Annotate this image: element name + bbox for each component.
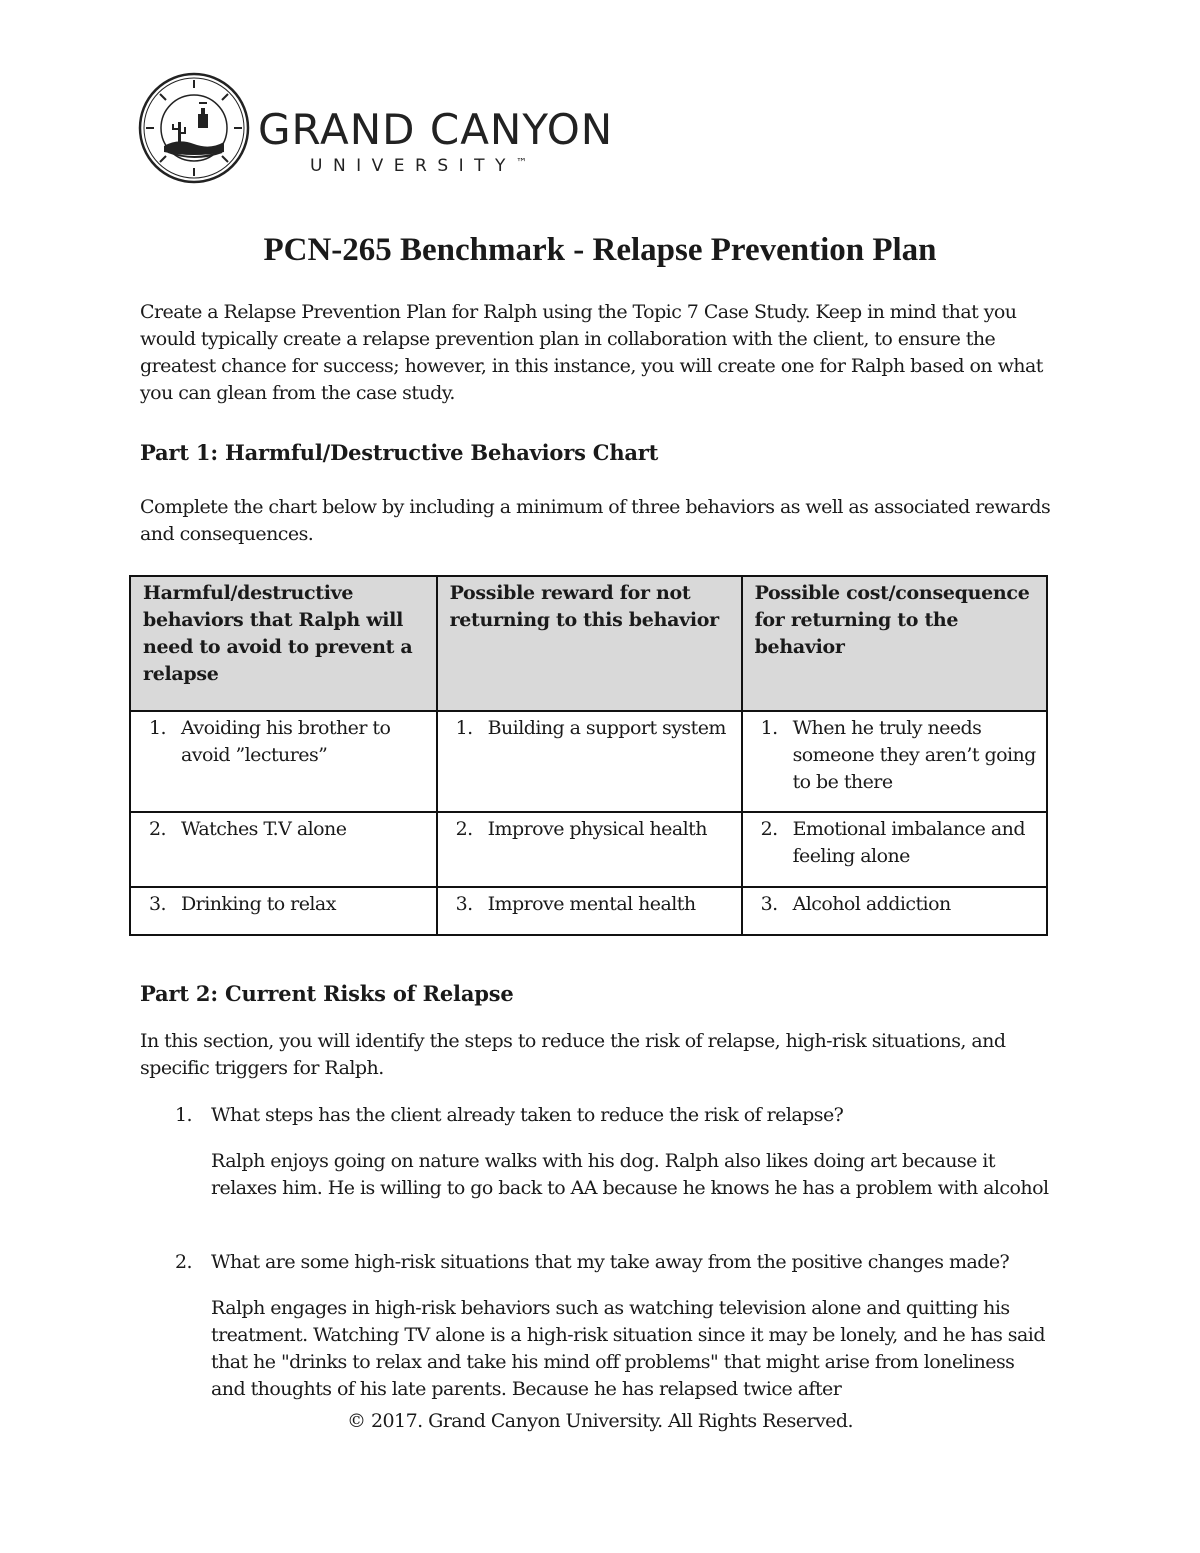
gcu-logo <box>138 72 618 192</box>
column-header: Possible cost/consequence for returning to the behavior <box>742 576 1047 711</box>
part2-intro: In this section, you will identify the steps to reduce the risk of relapse, high-risk situations, and specific triggers for Ralph. <box>140 1030 1006 1079</box>
table-row <box>130 812 1047 887</box>
logo-sub <box>310 156 613 176</box>
reward-text: Improve physical health <box>487 818 707 840</box>
reward-text: Building a support system <box>487 717 726 739</box>
behavior-text: Watches T.V alone <box>181 818 347 840</box>
question-number: 1. <box>175 1104 193 1126</box>
logo-name: GRAND CANYON <box>258 105 614 154</box>
item-number: 3. <box>149 893 167 915</box>
item-number: 2. <box>760 818 778 840</box>
university-seal-icon <box>138 72 250 184</box>
item-number: 2. <box>455 818 473 840</box>
behavior-text: Avoiding his brother to avoid ”lectures” <box>181 717 391 766</box>
column-header: Harmful/destructive behaviors that Ralph will need to avoid to prevent a relapse <box>130 576 437 711</box>
item-number: 3. <box>760 893 778 915</box>
part2-heading: Part 2: Current Risks of Relapse <box>140 981 514 1006</box>
table-cell <box>130 887 437 935</box>
question-text: What steps has the client already taken to reduce the risk of relapse? <box>211 1104 844 1126</box>
answer-2: Ralph engages in high-risk behaviors such as watching television alone and quitting his treatment. Watching TV alone is a high-risk situation since it may be lonely, and he has said that he "drinks to relax and take his mind off problems" that might arise from loneliness and thoughts of his late parents. Because he has relapsed twice after <box>211 1297 1045 1400</box>
behaviors-table <box>129 575 1048 936</box>
question-2 <box>175 1249 1009 1276</box>
question-1 <box>175 1102 843 1129</box>
table-cell <box>742 887 1047 935</box>
table-row <box>130 887 1047 935</box>
table-cell <box>437 711 742 812</box>
cost-text: When he truly needs someone they aren’t going to be there <box>792 717 1036 793</box>
part1-instructions: Complete the chart below by including a minimum of three behaviors as well as associated rewards and consequences. <box>140 496 1051 545</box>
table-cell <box>742 812 1047 887</box>
question-number: 2. <box>175 1251 193 1273</box>
item-number: 1. <box>760 717 778 739</box>
item-number: 2. <box>149 818 167 840</box>
table-cell <box>130 812 437 887</box>
column-header: Possible reward for not returning to this behavior <box>437 576 742 711</box>
logo-wordmark <box>258 105 614 176</box>
part1-heading: Part 1: Harmful/Destructive Behaviors Chart <box>140 440 659 465</box>
table-cell <box>130 711 437 812</box>
table-cell <box>437 812 742 887</box>
reward-text: Improve mental health <box>487 893 696 915</box>
answer-1: Ralph enjoys going on nature walks with his dog. Ralph also likes doing art because it relaxes him. He is willing to go back to AA because he knows he has a problem with alcohol <box>211 1150 1049 1199</box>
item-number: 1. <box>149 717 167 739</box>
copyright-footer: © 2017. Grand Canyon University. All Rights Reserved. <box>347 1410 853 1432</box>
table-cell <box>742 711 1047 812</box>
question-text: What are some high-risk situations that my take away from the positive changes made? <box>211 1251 1010 1273</box>
table-cell <box>437 887 742 935</box>
intro-paragraph: Create a Relapse Prevention Plan for Ralph using the Topic 7 Case Study. Keep in mind that you would typically create a relapse prevention plan in collaboration with the client, to ensure the greatest chance for success; however, in this instance, you will create one for Ralph based on what you can glean from the case study. <box>140 301 1043 404</box>
logo-sub-text: UNIVERSITY <box>310 156 516 176</box>
item-number: 3. <box>455 893 473 915</box>
cost-text: Alcohol addiction <box>792 893 951 915</box>
table-row <box>130 711 1047 812</box>
document-title: PCN-265 Benchmark - Relapse Prevention Plan <box>263 232 937 268</box>
trademark-symbol: ™ <box>515 156 527 169</box>
behavior-text: Drinking to relax <box>181 893 336 915</box>
item-number: 1. <box>455 717 473 739</box>
table-header-row <box>130 576 1047 711</box>
cost-text: Emotional imbalance and feeling alone <box>792 818 1025 867</box>
